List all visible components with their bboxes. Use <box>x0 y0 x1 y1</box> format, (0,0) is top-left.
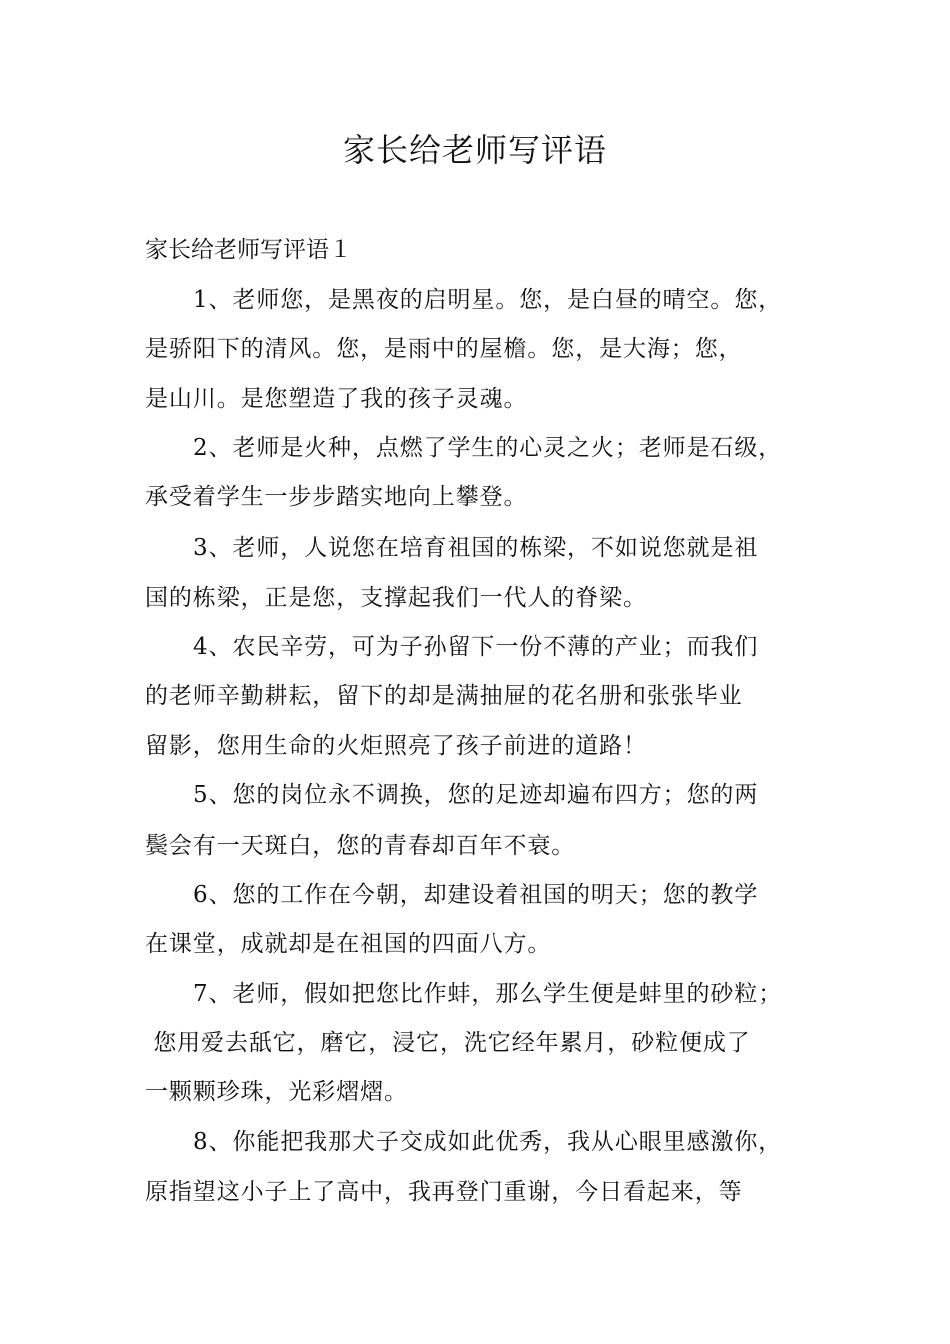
paragraph-line: 在课堂，成就却是在祖国的四面八方。 <box>145 931 552 957</box>
paragraph-line: 是骄阳下的清风。您，是雨中的屋檐。您，是大海；您， <box>145 336 743 362</box>
section-heading: 家长给老师写评语１ <box>145 237 352 263</box>
paragraph-line: 2、老师是火种，点燃了学生的心灵之火；老师是石级， <box>193 435 783 461</box>
paragraph-line: 国的栋梁，正是您，支撑起我们一代人的脊梁。 <box>145 585 647 611</box>
paragraph-line: 6、您的工作在今朝，却建设着祖国的明天；您的教学 <box>193 882 759 908</box>
paragraph-line: 1、老师您，是黑夜的启明星。您，是白昼的晴空。您， <box>193 287 783 313</box>
paragraph-line: 留影，您用生命的火炬照亮了孩子前进的道路！ <box>145 733 647 759</box>
paragraph-line: 鬓会有一天斑白，您的青春却百年不衰。 <box>145 833 576 859</box>
paragraph-line: 您用爱去舐它，磨它，浸它，洗它经年累月，砂粒便成了 <box>145 1030 751 1056</box>
paragraph-line: 一颗颗珍珠，光彩熠熠。 <box>145 1079 408 1105</box>
paragraph-line: 4、农民辛劳，可为子孙留下一份不薄的产业；而我们 <box>193 634 759 660</box>
paragraph-line: 是山川。是您塑造了我的孩子灵魂。 <box>145 386 528 412</box>
paragraph-line: 8、你能把我那犬子交成如此优秀，我从心眼里感激你， <box>193 1129 783 1155</box>
paragraph-line: 3、老师，人说您在培育祖国的栋梁，不如说您就是祖 <box>193 535 759 561</box>
paragraph-line: 5、您的岗位永不调换，您的足迹却遍布四方；您的两 <box>193 782 759 808</box>
paragraph-line: 的老师辛勤耕耘，留下的却是满抽屉的花名册和张张毕业 <box>145 683 743 709</box>
paragraph-line: 原指望这小子上了高中，我再登门重谢，今日看起来，等 <box>145 1179 743 1205</box>
document-title: 家长给老师写评语 <box>342 131 607 169</box>
paragraph-line: 承受着学生一步步踏实地向上攀登。 <box>145 484 528 510</box>
paragraph-line: 7、老师，假如把您比作蚌，那么学生便是蚌里的砂粒； <box>193 981 783 1007</box>
